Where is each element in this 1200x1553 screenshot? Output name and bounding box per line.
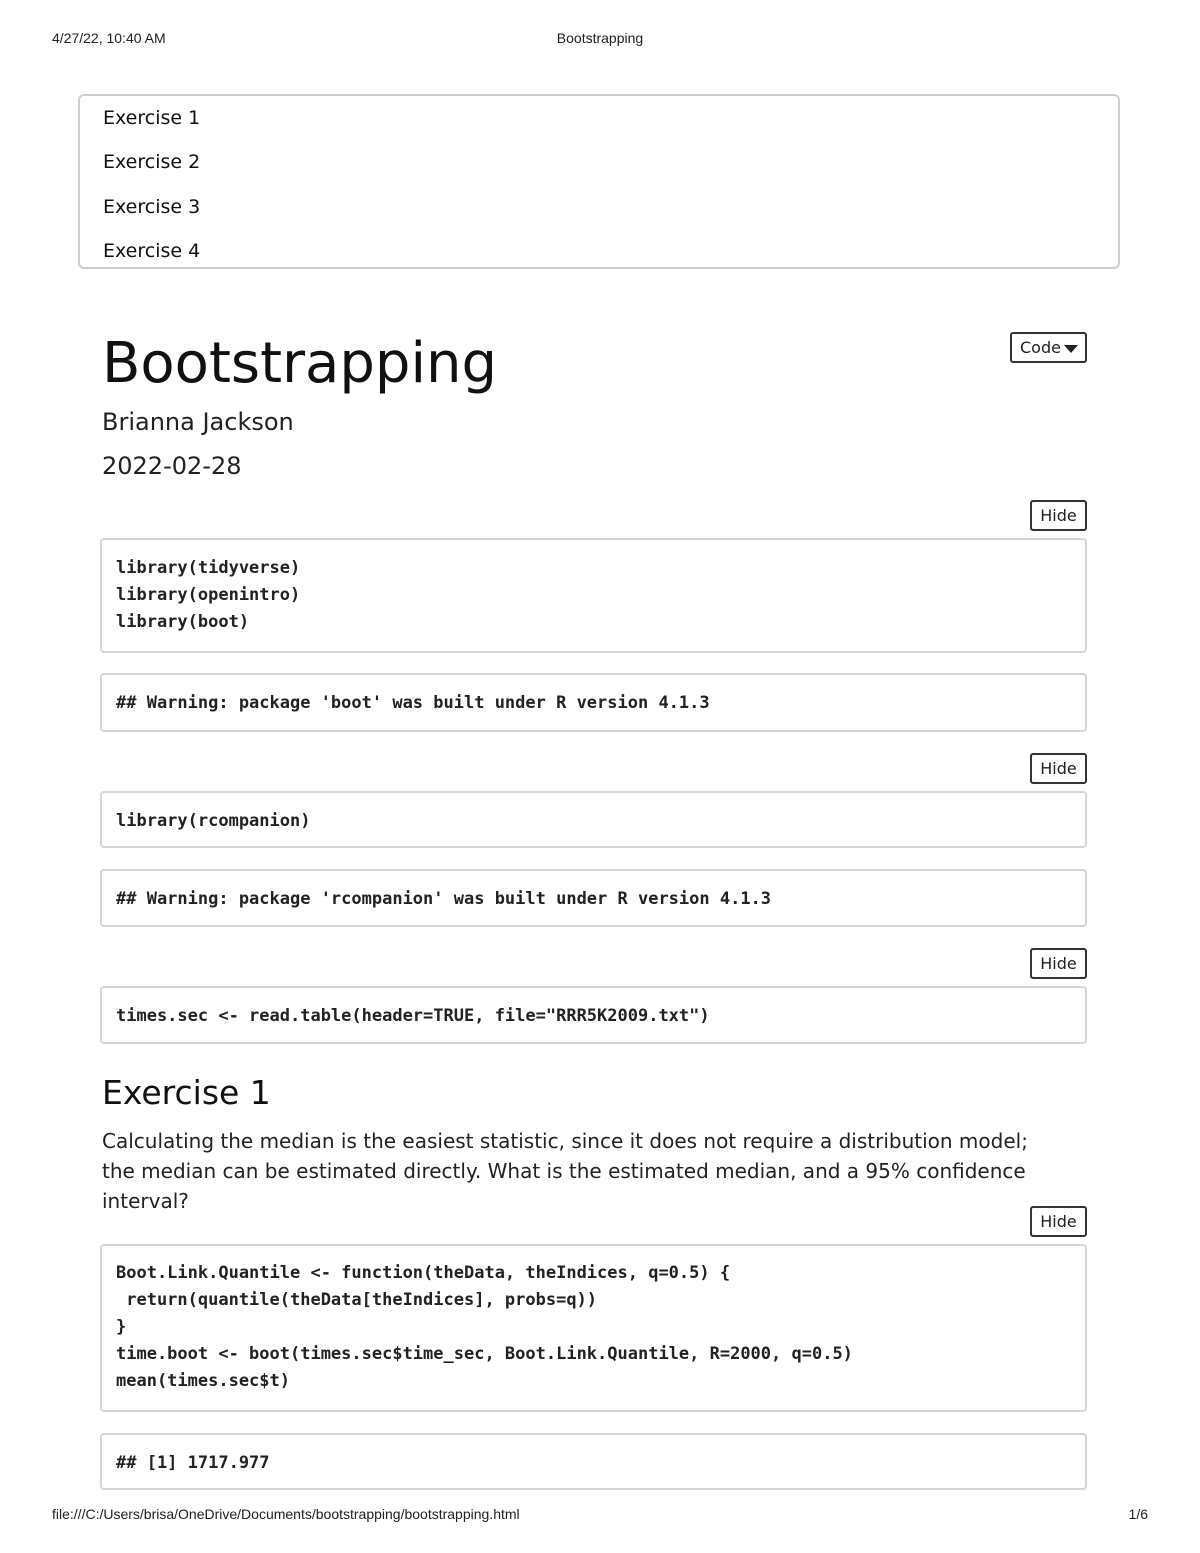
code-menu-label: Code (1020, 338, 1061, 357)
page-title: Bootstrapping (102, 331, 498, 396)
hide-button[interactable]: Hide (1030, 500, 1087, 531)
code-line: } (116, 1317, 127, 1337)
hide-button[interactable]: Hide (1030, 1206, 1087, 1237)
code-chunk (100, 538, 1087, 653)
exercise-1-text: Calculating the median is the easiest statistic, since it does not require a distribution model; the median can be estimated directly. What is the estimated median, and a 95% confidence interval? (102, 1129, 1028, 1213)
print-datetime: 4/27/22, 10:40 AM (52, 30, 166, 46)
print-header (52, 30, 1148, 48)
table-of-contents (78, 94, 1120, 269)
toc-item-exercise-2[interactable]: Exercise 2 (103, 151, 201, 173)
output-chunk (100, 1433, 1087, 1490)
code-line: times.sec <- read.table(header=TRUE, file="RRR5K2009.txt") (116, 1006, 710, 1026)
code-line: return(quantile(theData[theIndices], probs=q)) (116, 1290, 598, 1310)
print-footer (52, 1506, 1148, 1524)
code-line: time.boot <- boot(times.sec$time_sec, Boot.Link.Quantile, R=2000, q=0.5) (116, 1344, 853, 1364)
code-line: mean(times.sec$t) (116, 1371, 290, 1391)
toc-item-exercise-3[interactable]: Exercise 3 (103, 196, 201, 218)
code-line: library(openintro) (116, 585, 301, 605)
toc-item-exercise-1[interactable]: Exercise 1 (103, 107, 201, 129)
code-chunk (100, 791, 1087, 848)
code-line: library(boot) (116, 612, 250, 632)
code-chunk (100, 1244, 1087, 1412)
toc-item-exercise-4[interactable]: Exercise 4 (103, 240, 201, 262)
print-file-path: file:///C:/Users/brisa/OneDrive/Documents/bootstrapping/bootstrapping.html (52, 1506, 520, 1522)
document-date: 2022-02-28 (102, 452, 242, 480)
output-line: ## Warning: package 'boot' was built under R version 4.1.3 (116, 693, 710, 713)
author: Brianna Jackson (102, 408, 294, 436)
output-chunk (100, 673, 1087, 732)
caret-down-icon (1064, 345, 1078, 353)
print-page-number: 1/6 (1128, 1506, 1148, 1522)
section-heading-exercise-1: Exercise 1 (102, 1073, 271, 1112)
code-line: library(rcompanion) (116, 811, 311, 831)
code-chunk (100, 986, 1087, 1044)
hide-button[interactable]: Hide (1030, 753, 1087, 784)
output-line: ## Warning: package 'rcompanion' was built under R version 4.1.3 (116, 889, 772, 909)
code-line: Boot.Link.Quantile <- function(theData, theIndices, q=0.5) { (116, 1263, 731, 1283)
print-title: Bootstrapping (556, 30, 644, 46)
output-chunk (100, 869, 1087, 927)
code-menu-button[interactable] (1010, 332, 1087, 363)
output-line: ## [1] 1717.977 (116, 1453, 270, 1473)
code-line: library(tidyverse) (116, 558, 301, 578)
hide-button[interactable]: Hide (1030, 948, 1087, 979)
